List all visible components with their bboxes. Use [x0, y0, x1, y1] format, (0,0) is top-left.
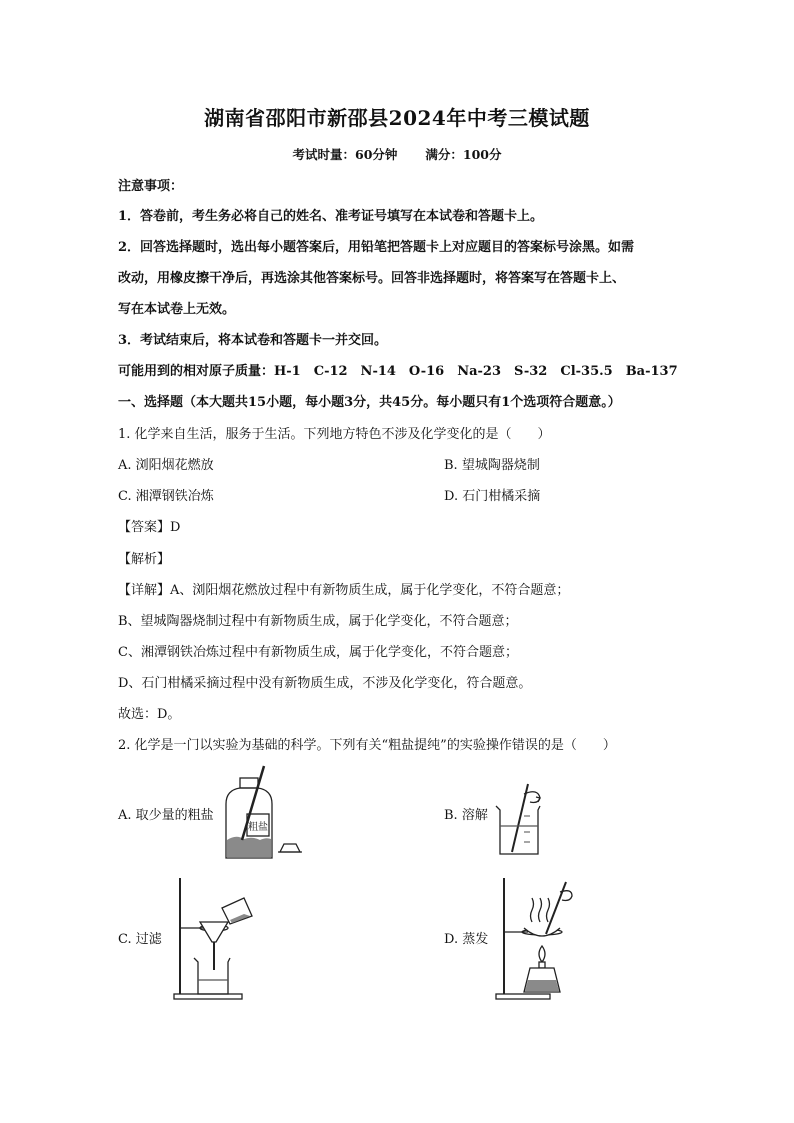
- filtration-figure: [170, 876, 266, 1002]
- evaporation-figure: [492, 874, 576, 1002]
- steam-line: [539, 898, 542, 922]
- question-1-detail-c: C、湘潭钢铁冶炼过程中有新物质生成，属于化学变化，不符合题意；: [118, 645, 518, 660]
- reagent-bottle-figure: [222, 764, 306, 864]
- question-2-stem: 2. 化学是一门以实验为基础的科学。下列有关“粗盐提纯”的实验操作错误的是（ ）: [118, 738, 616, 753]
- question-2-option-a: A. 取少量的粗盐: [118, 808, 214, 823]
- notice-item-2-line-2: 改动，用橡皮擦干净后，再选涂其他答案标号。回答非选择题时，将答案写在答题卡上、: [118, 271, 626, 286]
- question-1-answer: 【答案】D: [118, 520, 181, 535]
- receiving-beaker: [194, 958, 230, 994]
- exam-time: 考试时量：60分钟: [292, 147, 398, 162]
- iron-stand-base: [174, 994, 242, 999]
- question-1-option-c: C. 湘潭钢铁冶炼: [118, 489, 214, 504]
- notice-item-1: 1．答卷前，考生务必将自己的姓名、准考证号填写在本试卷和答题卡上。: [118, 209, 544, 224]
- notice-item-3: 3．考试结束后，将本试卷和答题卡一并交回。: [118, 333, 388, 348]
- bottle-neck: [240, 778, 258, 788]
- steam-line: [547, 898, 550, 922]
- atomic-masses: 可能用到的相对原子质量：H-1 C-12 N-14 O-16 Na-23 S-32 Cl-35.5 Ba-137: [118, 364, 678, 379]
- notice-heading: 注意事项：: [118, 179, 184, 194]
- steam-line: [531, 898, 534, 922]
- lamp-neck: [539, 962, 545, 968]
- question-1-option-d: D. 石门柑橘采摘: [444, 489, 541, 504]
- section-heading: 一、选择题（本大题共15小题，每小题3分，共45分。每小题只有1个选项符合题意。）: [118, 395, 621, 410]
- funnel: [200, 922, 228, 942]
- lamp-fuel: [525, 980, 559, 991]
- notice-item-2-line-3: 写在本试卷上无效。: [118, 302, 236, 317]
- page-title: 湖南省邵阳市新邵县2024年中考三模试题: [204, 106, 590, 130]
- question-1-option-a: A. 浏阳烟花燃放: [118, 458, 214, 473]
- question-2-option-b: B. 溶解: [444, 808, 488, 823]
- question-1-detail-d: D、石门柑橘采摘过程中没有新物质生成，不涉及化学变化，符合题意。: [118, 676, 532, 691]
- flame: [539, 946, 545, 962]
- notice-item-2-line-1: 2．回答选择题时，选出每小题答案后，用铅笔把答题卡上对应题目的答案标号涂黑。如需: [118, 240, 635, 255]
- iron-stand-base: [496, 994, 550, 999]
- question-2-option-d: D. 蒸发: [444, 932, 489, 947]
- dissolving-beaker-figure: [494, 780, 548, 862]
- question-1-detail-b: B、望城陶器烧制过程中有新物质生成，属于化学变化，不符合题意；: [118, 614, 518, 629]
- question-1-analysis: 【解析】: [118, 552, 171, 567]
- question-1-option-b: B. 望城陶器烧制: [444, 458, 540, 473]
- bottle-label: 粗盐: [248, 822, 268, 833]
- crude-salt: [227, 837, 271, 857]
- question-1-stem: 1. 化学来自生活，服务于生活。下列地方特色不涉及化学变化的是（ ）: [118, 427, 551, 442]
- exam-score: 满分：100分: [425, 147, 502, 162]
- question-1-conclusion: 故选：D。: [118, 707, 181, 722]
- question-1-detail-a: 【详解】A、浏阳烟花燃放过程中有新物质生成，属于化学变化，不符合题意；: [118, 583, 570, 598]
- exam-info: [0, 145, 794, 163]
- bottle-stopper: [280, 844, 300, 852]
- question-2-option-c: C. 过滤: [118, 932, 162, 947]
